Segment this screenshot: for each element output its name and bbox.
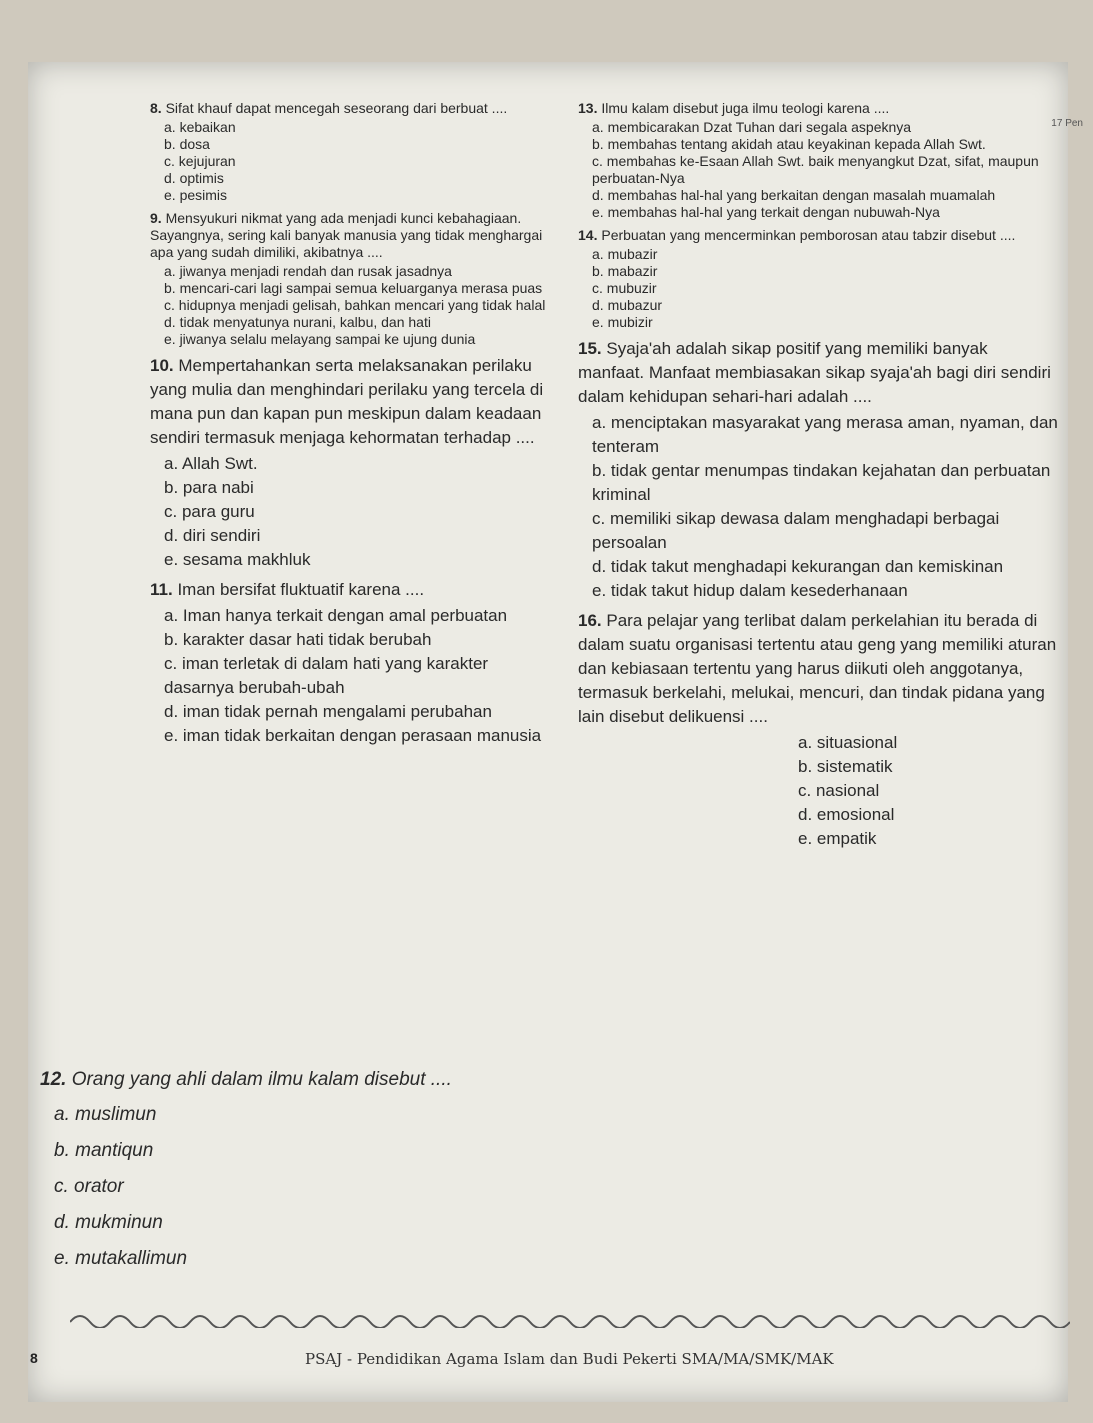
- question-number: 9.: [150, 210, 162, 226]
- page-number: 8: [30, 1350, 38, 1366]
- question-text: 14. Perbuatan yang mencerminkan pemborosan atau tabzir disebut ....: [578, 227, 1016, 243]
- option: c. membahas ke-Esaan Allah Swt. baik menyangkut Dzat, sifat, maupun perbuatan-Nya: [592, 153, 1039, 186]
- option: a. membicarakan Dzat Tuhan dari segala aspeknya: [592, 119, 912, 135]
- question-number: 14.: [578, 227, 598, 243]
- question-9: [150, 210, 550, 348]
- decorative-wave-border: [70, 1308, 1070, 1328]
- option: d. iman tidak pernah mengalami perubahan: [164, 702, 492, 721]
- option: c. memiliki sikap dewasa dalam menghadapi berbagai persoalan: [592, 509, 1000, 552]
- question-number: 16.: [578, 611, 602, 630]
- option: e. membahas hal-hal yang terkait dengan nubuwah-Nya: [592, 204, 940, 220]
- option: b. membahas tentang akidah atau keyakinan kepada Allah Swt.: [592, 136, 986, 152]
- option: d. mubazur: [592, 297, 663, 313]
- option: c. kejujuran: [164, 153, 236, 169]
- option: b. mabazir: [592, 263, 658, 279]
- question-number: 8.: [150, 100, 162, 116]
- footer-title: PSAJ - Pendidikan Agama Islam dan Budi Pekerti SMA/MA/SMK/MAK: [305, 1350, 834, 1368]
- option: d. emosional: [798, 805, 895, 824]
- option: a. mubazir: [592, 246, 658, 262]
- option: e. jiwanya selalu melayang sampai ke ujung dunia: [164, 331, 476, 347]
- option: b. dosa: [164, 136, 210, 152]
- question-10: [150, 354, 550, 572]
- question-text: 9. Mensyukuri nikmat yang ada menjadi kunci kebahagiaan. Sayangnya, sering kali banyak manusia yang tidak menghargai apa yang sudah dimiliki, akibatnya ....: [150, 210, 543, 260]
- question-8: [150, 100, 550, 204]
- option: e. mutakallimun: [54, 1248, 188, 1269]
- question-number: 12.: [40, 1069, 67, 1090]
- question-number: 13.: [578, 100, 598, 116]
- question-text: 15. Syaja'ah adalah sikap positif yang memiliki banyak manfaat. Manfaat membiasakan sikap syaja'ah bagi diri sendiri dalam kehidupan sehari-hari adalah ....: [578, 339, 1051, 406]
- option: c. nasional: [798, 781, 880, 800]
- option: c. mubuzir: [592, 280, 657, 296]
- question-12: [40, 1065, 560, 1277]
- option: d. tidak takut menghadapi kekurangan dan kemiskinan: [592, 557, 1004, 576]
- question-text: 8. Sifat khauf dapat mencegah seseorang dari berbuat ....: [150, 100, 508, 116]
- question-text: 13. Ilmu kalam disebut juga ilmu teologi karena ....: [578, 100, 890, 116]
- option: a. situasional: [798, 733, 898, 752]
- question-15: [578, 337, 1058, 603]
- option: b. mantiqun: [54, 1140, 154, 1161]
- option: e. pesimis: [164, 187, 228, 203]
- question-number: 10.: [150, 356, 174, 375]
- option: a. Iman hanya terkait dengan amal perbuatan: [164, 606, 508, 625]
- option: a. jiwanya menjadi rendah dan rusak jasadnya: [164, 263, 452, 279]
- option: d. optimis: [164, 170, 224, 186]
- left-column: [150, 100, 550, 748]
- option: a. muslimun: [54, 1104, 157, 1125]
- right-column: [578, 100, 1058, 851]
- option: b. para nabi: [164, 478, 254, 497]
- question-13: [578, 100, 1058, 221]
- option: e. mubizir: [592, 314, 653, 330]
- option: d. diri sendiri: [164, 526, 261, 545]
- option: a. Allah Swt.: [164, 454, 258, 473]
- option: a. kebaikan: [164, 119, 236, 135]
- question-text: 10. Mempertahankan serta melaksanakan perilaku yang mulia dan menghindari perilaku yang tercela di mana pun dan kapan pun meskipun dalam keadaan sendiri termasuk menjaga kehormatan terhadap ....: [150, 356, 544, 447]
- option: b. karakter dasar hati tidak berubah: [164, 630, 432, 649]
- question-12-block: [40, 1065, 560, 1277]
- question-number: 11.: [150, 580, 173, 599]
- option: b. mencari-cari lagi sampai semua keluarganya merasa puas: [164, 280, 543, 296]
- option: c. para guru: [164, 502, 255, 521]
- question-text: 12. Orang yang ahli dalam ilmu kalam disebut ....: [40, 1069, 452, 1090]
- option: e. iman tidak berkaitan dengan perasaan manusia: [164, 726, 542, 745]
- option: b. sistematik: [798, 757, 893, 776]
- option: d. membahas hal-hal yang berkaitan dengan masalah muamalah: [592, 187, 996, 203]
- question-text: 16. Para pelajar yang terlibat dalam perkelahian itu berada di dalam suatu organisasi tertentu atau geng yang memiliki aturan dan kebiasaan tertentu yang harus diikuti oleh anggotanya, termasuk berkelahi, melukai, mencuri, dan tindak pidana yang lain disebut delikuensi ....: [578, 611, 1057, 726]
- question-11: [150, 578, 550, 748]
- question-number: 15.: [578, 339, 602, 358]
- question-16: [578, 609, 1058, 851]
- page-edge-mark: 17 Pen: [1051, 118, 1083, 129]
- question-text: 11. Iman bersifat fluktuatif karena ....: [150, 580, 425, 599]
- option: e. sesama makhluk: [164, 550, 311, 569]
- option: d. mukminun: [54, 1212, 163, 1233]
- option: e. tidak takut hidup dalam kesederhanaan: [592, 581, 908, 600]
- option: d. tidak menyatunya nurani, kalbu, dan hati: [164, 314, 431, 330]
- option: e. empatik: [798, 829, 877, 848]
- option: b. tidak gentar menumpas tindakan kejahatan dan perbuatan kriminal: [592, 461, 1051, 504]
- page-footer: [0, 1330, 1093, 1390]
- option: c. iman terletak di dalam hati yang karakter dasarnya berubah-ubah: [164, 654, 489, 697]
- question-14: [578, 227, 1058, 331]
- option: c. hidupnya menjadi gelisah, bahkan mencari yang tidak halal: [164, 297, 546, 313]
- option: a. menciptakan masyarakat yang merasa aman, nyaman, dan tenteram: [592, 413, 1058, 456]
- option: c. orator: [54, 1176, 124, 1197]
